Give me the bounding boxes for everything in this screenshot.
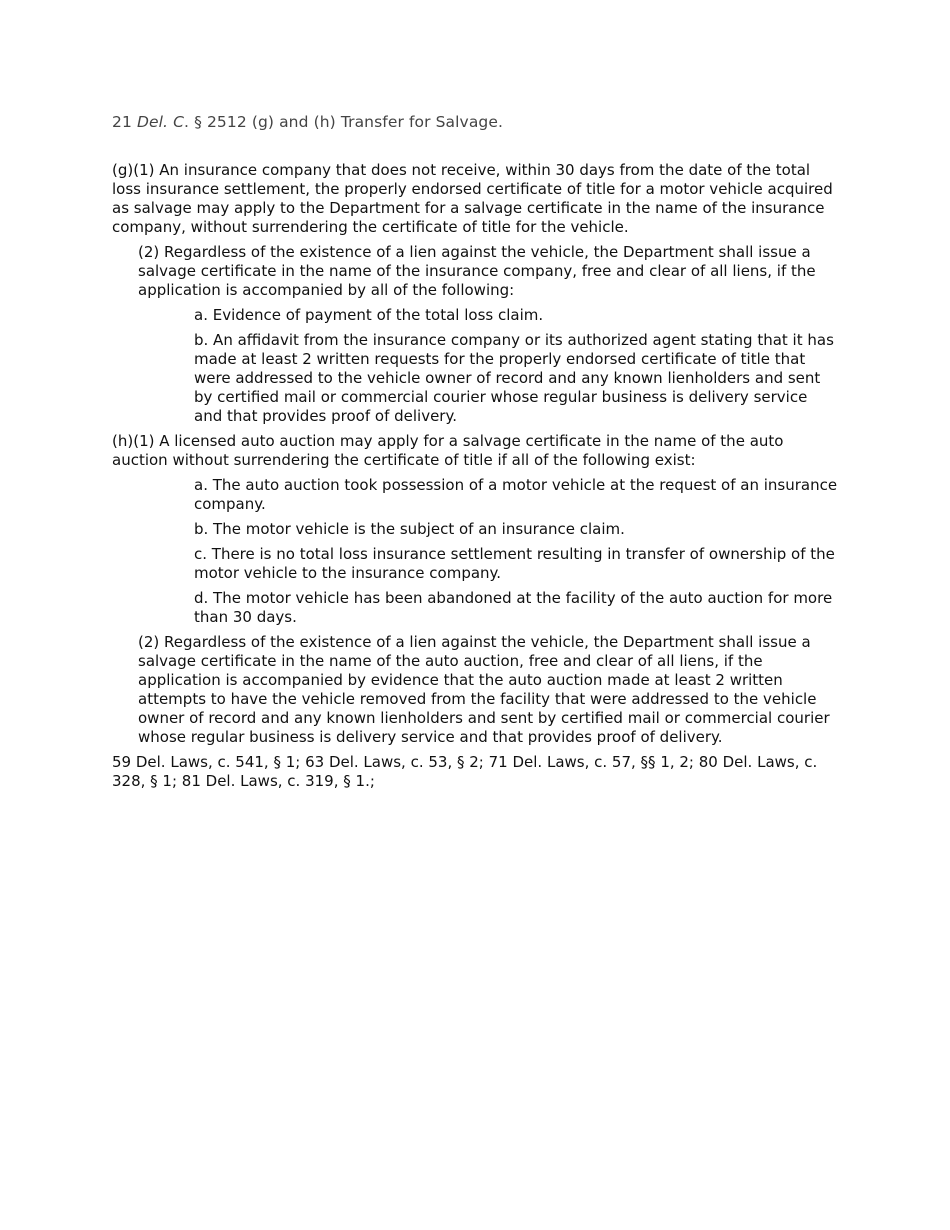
heading-code-italic: Del. C (136, 113, 185, 131)
subsection-h-1-c: c. There is no total loss insurance settlement resulting in transfer of ownership of the motor vehicle to the insurance company. (194, 545, 835, 582)
subsection-h-1-b: b. The motor vehicle is the subject of an insurance claim. (194, 520, 625, 538)
subsection-h-1-a: a. The auto auction took possession of a motor vehicle at the request of an insurance company. (194, 476, 838, 513)
subsection-g-2-a: a. Evidence of payment of the total loss claim. (194, 306, 544, 324)
subsection-g-2: (2) Regardless of the existence of a lien against the vehicle, the Department shall issue a salvage certificate in the name of the insurance company, free and clear of all liens, if the application is accompanied by all of the following: (138, 243, 816, 299)
subsection-h-2: (2) Regardless of the existence of a lien against the vehicle, the Department shall issue a salvage certificate in the name of the auto auction, free and clear of all liens, if the application is accompanied by evidence that the auto auction made at least 2 written attempts to have the vehicle removed from the facility that were addressed to the vehicle owner of record and any known lienholders and sent by certified mail or commercial courier whose regular business is delivery service and that provides proof of delivery. (138, 633, 830, 746)
statute-heading (112, 112, 840, 132)
statute-document (112, 112, 840, 791)
subsection-g-2-b: b. An affidavit from the insurance company or its authorized agent stating that it has made at least 2 written requests for the properly endorsed certificate of title that were addressed to the vehicle owner of record and any known lienholders and sent by certified mail or commercial courier whose regular business is delivery service and that provides proof of delivery. (194, 331, 834, 425)
legislative-history: 59 Del. Laws, c. 541, § 1; 63 Del. Laws, c. 53, § 2; 71 Del. Laws, c. 57, §§ 1, 2; 80 Del. Laws, c. 328, § 1; 81 Del. Laws, c. 319, § 1.; (112, 753, 818, 790)
heading-prefix: 21 (112, 113, 137, 131)
subsection-g-1: (g)(1) An insurance company that does not receive, within 30 days from the date of the total loss insurance settlement, the properly endorsed certificate of title for a motor vehicle acquired as salvage may apply to the Department for a salvage certificate in the name of the insurance company, without surrendering the certificate of title for the vehicle. (112, 161, 833, 236)
subsection-h-1-d: d. The motor vehicle has been abandoned at the facility of the auto auction for more than 30 days. (194, 589, 833, 626)
subsection-h-1: (h)(1) A licensed auto auction may apply for a salvage certificate in the name of the auto auction without surrendering the certificate of title if all of the following exist: (112, 432, 784, 469)
heading-suffix: . § 2512 (g) and (h) Transfer for Salvage. (184, 113, 504, 131)
